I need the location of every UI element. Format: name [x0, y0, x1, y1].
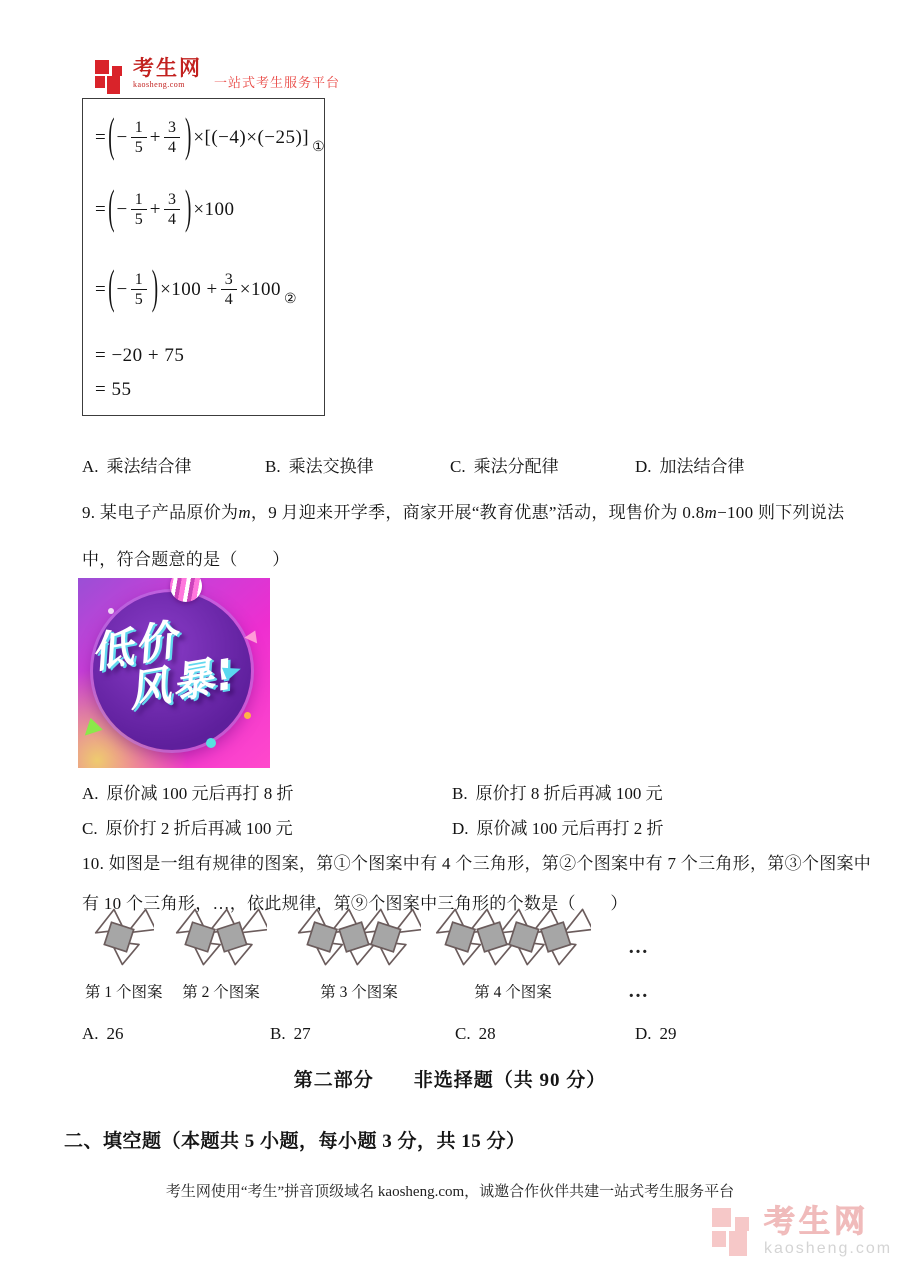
q9-options-row1	[82, 779, 842, 803]
pattern-figures	[85, 906, 665, 1006]
pattern-figure-label: 第 1 个图案	[85, 984, 163, 1001]
option-text: 乘法分配律	[473, 457, 559, 476]
option-label: B.	[265, 457, 281, 476]
q9-option-c	[82, 814, 293, 839]
promo-image	[78, 578, 270, 768]
ellipsis-bottom: …	[628, 980, 651, 1002]
option-text: 28	[478, 1024, 496, 1043]
fill-in-blank-heading: 二、填空题（本题共 5 小题，每小题 3 分，共 15 分）	[64, 1131, 526, 1152]
watermark-brand: 考生网	[764, 1204, 869, 1239]
pattern-figure-3	[297, 906, 421, 1002]
brand-domain: kaosheng.com	[133, 80, 185, 89]
header-logo	[95, 58, 340, 96]
option-label: C.	[450, 457, 466, 476]
option-label: A.	[82, 457, 99, 476]
option-text: 29	[659, 1024, 677, 1043]
pattern-figure-graphic	[175, 906, 267, 968]
option-text: 加法结合律	[659, 457, 745, 476]
footer-note: 考生网使用“考生”拼音顶级域名 kaosheng.com，诚邀合作伙伴共建一站式考生服务平台	[165, 1184, 735, 1200]
watermark-logo	[712, 1206, 892, 1258]
q9-option-a	[82, 779, 294, 804]
option-text: 26	[106, 1024, 124, 1043]
section2-title: 第二部分 非选择题（共 90 分）	[293, 1070, 607, 1091]
math-line-2: = ( − $\frac{1}{5}$ + $\frac{3}{4}$ ) ×100	[95, 182, 235, 235]
math-line-3: = ( − $\frac{1}{5}$ ) ×100 + $\frac{3}{4}$ ×100 ②	[95, 262, 297, 315]
decor-dot-icon	[206, 738, 216, 748]
option-label: D.	[452, 819, 469, 838]
option-text: 原价减 100 元后再打 8 折	[106, 784, 294, 803]
math-line-4: = −20 + 75	[95, 345, 185, 366]
decor-dot-icon	[244, 712, 251, 719]
q8-options-row	[82, 452, 842, 476]
q9-options-row2	[82, 814, 842, 838]
brand-tagline: 一站式考生服务平台	[214, 75, 341, 90]
q10-text-line2: 有 10 个三角形，…，依此规律，第⑨个图案中三角形的个数是（ ）	[82, 894, 628, 913]
pattern-figure-graphic	[297, 906, 421, 968]
pattern-figure-label: 第 2 个图案	[182, 984, 260, 1001]
q8-option-c	[450, 452, 559, 477]
q8-option-b	[265, 452, 374, 477]
q10-option-b	[270, 1024, 311, 1044]
q9-option-d	[452, 814, 664, 839]
pattern-figure-label: 第 4 个图案	[474, 984, 552, 1001]
math-line-1: = ( − $\frac{1}{5}$ + $\frac{3}{4}$ ) ×[(−4)×(−25)] ①	[95, 110, 325, 163]
option-label: D.	[635, 457, 652, 476]
q10-option-d	[635, 1024, 677, 1044]
q10-option-a	[82, 1024, 124, 1044]
option-text: 原价减 100 元后再打 2 折	[476, 819, 664, 838]
pattern-figure-graphic	[94, 906, 154, 968]
q8-option-d	[635, 452, 745, 477]
option-label: D.	[635, 1024, 652, 1043]
q10-text-line1: 10. 如图是一组有规律的图案，第①个图案中有 4 个三角形，第②个图案中有 7 个三角形，第③个图案中	[82, 854, 872, 873]
promo-text-line1: 低价	[86, 614, 183, 679]
ellipsis-top: …	[628, 936, 651, 958]
brand-name: 考生网	[133, 56, 202, 80]
option-label: A.	[82, 784, 99, 803]
decor-dot-icon	[108, 608, 114, 614]
option-text: 乘法交换律	[288, 457, 374, 476]
option-label: B.	[270, 1024, 286, 1043]
pattern-figure-4	[435, 906, 591, 1002]
promo-text-line2: 风暴!	[124, 649, 241, 717]
kaosheng-logo-icon	[712, 1206, 756, 1258]
option-label: C.	[455, 1024, 471, 1043]
q10-option-c	[455, 1024, 496, 1044]
pattern-figure-graphic	[435, 906, 591, 968]
option-label: C.	[82, 819, 98, 838]
option-text: 乘法结合律	[106, 457, 192, 476]
q9-option-b	[452, 779, 663, 804]
brand-block	[133, 58, 202, 89]
option-text: 原价打 2 折后再减 100 元	[105, 819, 293, 838]
q9-text-line1: 9. 某电子产品原价为m，9 月迎来开学季，商家开展“教育优惠”活动，现售价为 0.8m−100 则下列说法	[82, 503, 845, 522]
decor-triangle-icon	[244, 628, 261, 644]
option-label: A.	[82, 1024, 99, 1043]
option-text: 27	[293, 1024, 311, 1043]
solution-box	[82, 98, 325, 416]
q8-option-a	[82, 452, 192, 477]
q10-options-row	[82, 1024, 842, 1048]
pattern-figure-2	[175, 906, 267, 1002]
option-text: 原价打 8 折后再减 100 元	[475, 784, 663, 803]
decor-triangle-icon	[80, 715, 103, 735]
watermark-domain: kaosheng.com	[764, 1240, 893, 1257]
pattern-figure-1	[85, 906, 163, 1002]
kaosheng-logo-icon	[95, 58, 127, 96]
option-label: B.	[452, 784, 468, 803]
math-line-5: = 55	[95, 379, 132, 400]
q9-text-line2: 中，符合题意的是（ ）	[82, 550, 290, 569]
pattern-figure-label: 第 3 个图案	[320, 984, 398, 1001]
